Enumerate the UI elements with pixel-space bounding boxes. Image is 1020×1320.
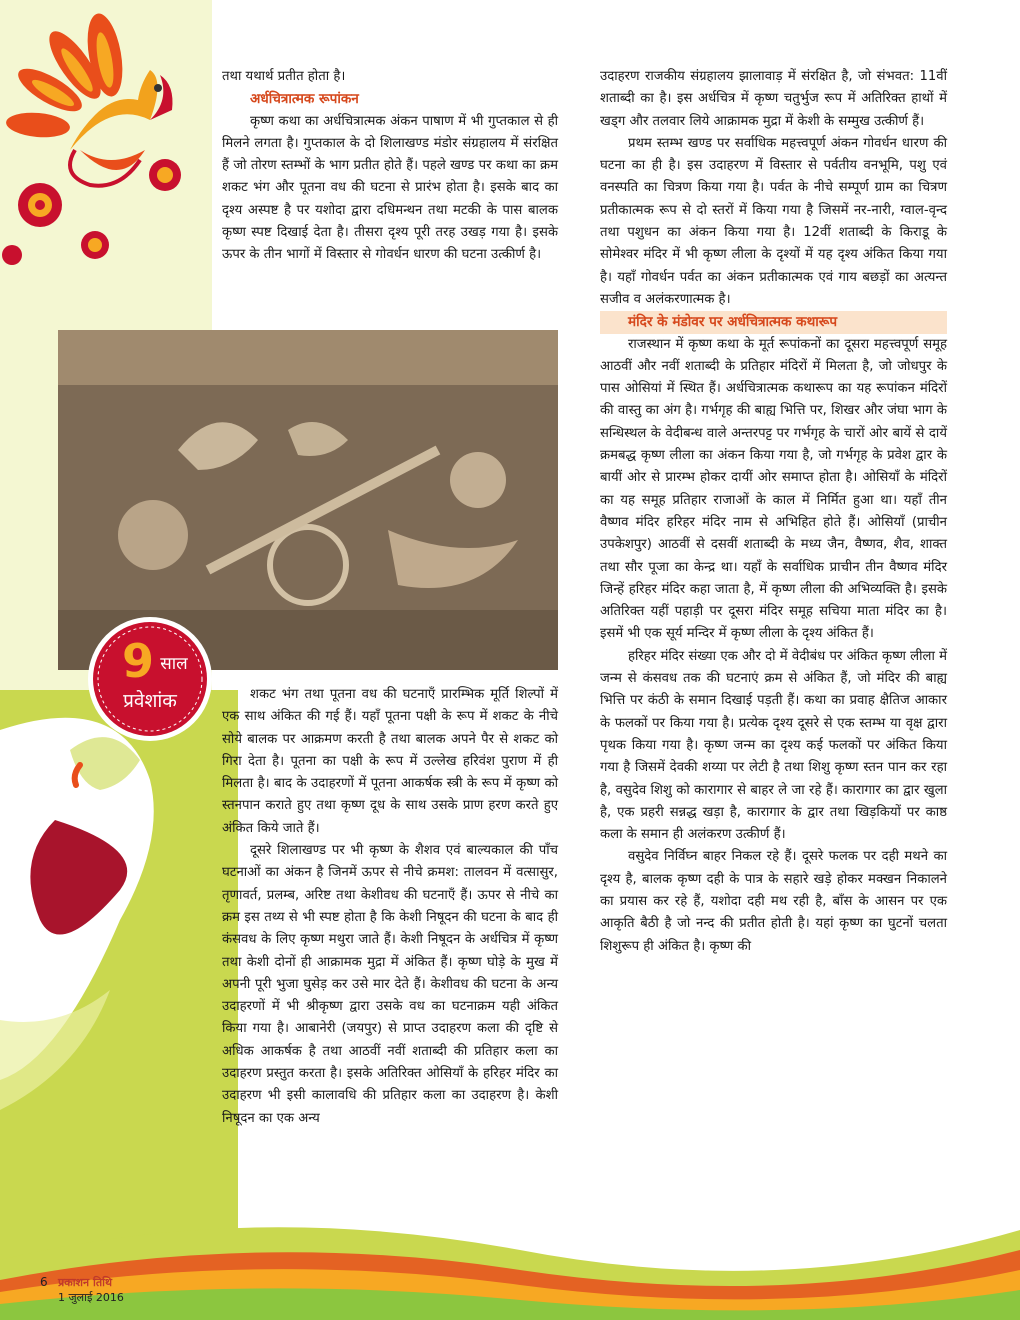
paragraph: प्रथम स्तम्भ खण्ड पर सर्वाधिक महत्त्वपूर्ण अंकन गोवर्धन धारण की घटना का ही है। इस उदाहरण में विस्तार से पर्वतीय वनभूमि, पशु एवं वनस्पति का चित्रण किया गया है। पर्वत के नीचे सम्पूर्ण ग्राम का चित्रण प्रतीकात्मक रूप से दो स्तरों में किया गया है जिसमें नर-नारी, ग्वाल-वृन्द तथा पशुधन का अंकन किया गया है। 12वीं शताब्दी के किराडू के सोमेश्वर मंदिर में भी कृष्ण लीला के दृश्यों में यह दृश्य अंकित किया गया है। यहाँ गोवर्धन पर्वत का अंकन प्रतीकात्मक एवं गाय बछड़ों का अत्यन्त सजीव व अलंकरणात्मक है। <box>600 135 947 307</box>
paragraph: हरिहर मंदिर संख्या एक और दो में वेदीबंध पर अंकित कृष्ण लीला में जन्म से कंसवध तक की घटनाएं क्रम से अंकित हैं, जो मंदिर की बाह्य भित्ति पर कंठी के समान दिखाई पड़ती हैं। कथा का प्रवाह क्षैतिज आकार के फलकों पर किया गया है। प्रत्येक दृश्य दूसरे से एक स्तम्भ या वृक्ष द्वारा पृथक किया गया है। कृष्ण जन्म का दृश्य कई फलकों पर अंकित किया गया है जिसमें देवकी शय्या पर लेटी है तथा शिशु कृष्ण स्तन पान कर रहा है, वसुदेव शिशु को कारागार से बाहर ले जा रहे हैं। कारागार का द्वार खुला है, एक प्रहरी सन्नद्ध खड़ा है, कारागार के द्वार तथा खिड़कियों पर काष्ठ कला के समान ही अलंकरण उत्कीर्ण हैं। <box>600 648 947 843</box>
page-number: 6 <box>40 1275 48 1289</box>
left-text-column-top <box>222 66 558 267</box>
paragraph: दूसरे शिलाखण्ड पर भी कृष्ण के शैशव एवं बाल्यकाल की पाँच घटनाओं का अंकन है जिनमें ऊपर से नीचे क्रमश: तालवन में वत्सासुर, तृणावर्त, प्रलम्ब, अरिष्ट तथा केशीवध की घटनाएँ हैं। ऊपर से नीचे का क्रम इस तथ्य से भी स्पष्ट होता है कि केशी निषूदन की घटना के बाद ही कंसवध के लिए कृष्ण मथुरा जाते हैं। केशी निषूदन के अर्धचित्र में कृष्ण तथा केशी दोनों ही आक्रामक मुद्रा में अंकित हैं। कृष्ण घोड़े के मुख में अपनी पूरी भुजा घुसेड़ कर उसे मार देते हैं। केशीवध की घटना के अन्य उदाहरणों में भी श्रीकृष्ण द्वारा उसके वध का घटनाक्रम यही अंकित किया गया है। आबानेरी (जयपुर) से प्राप्त उदाहरण कला की दृष्टि से अधिक आकर्षक है तथा आठवीं नवीं शताब्दी की प्रतिहार कला का उदाहरण प्रस्तुत करता है। इसके अतिरिक्त ओसियाँ के हरिहर मंदिर का उदाहरण भी इसी कालावधि की प्रतिहार कला का उदाहरण है। केशी निषूदन का एक अन्य <box>222 843 558 1126</box>
left-text-column-bottom <box>222 684 558 1130</box>
footer-date: 1 जुलाई 2016 <box>58 1291 124 1304</box>
footer-wave-decoration <box>0 1180 1020 1320</box>
footer-title: प्रकाशन तिथि <box>58 1276 112 1289</box>
paragraph: वसुदेव निर्विघ्न बाहर निकल रहे हैं। दूसरे फलक पर दही मथने का दृश्य है, बालक कृष्ण दही के पात्र के सहारे खड़े होकर मक्खन निकालने का प्रयास कर रहे हैं, यशोदा दही मथ रही है, बाँस के आसन पर एक आकृति बैठी है जो नन्द की प्रतीत होती है। यहां कृष्ण का घुटनों चलता शिशुरूप ही अंकित है। कृष्ण की <box>600 849 947 954</box>
paragraph: शकट भंग तथा पूतना वध की घटनाएँ प्रारम्भिक मूर्ति शिल्पों में एक साथ अंकित की गई हैं। यहाँ पूतना पक्षी के रूप में शकट के नीचे सोये बालक पर आक्रमण करती है तथा बालक अपने पैर से शकट को गिरा देता है। पूतना का पक्षी के रूप में उल्लेख हरिवंश पुराण में ही मिलता है। बाद के उदाहरणों में पूतना आकर्षक स्त्री के रूप में कृष्ण को स्तनपान कराते हुए तथा कृष्ण दूध के साथ उसके प्राण हरण करते हुए अंकित किये जाते हैं। <box>222 687 558 836</box>
anniversary-badge <box>86 615 214 743</box>
stylized-bird-icon <box>0 690 238 1180</box>
paragraph: उदाहरण राजकीय संग्रहालय झालावाड़ में संरक्षित है, जो संभवत: 11वीं शताब्दी का है। इस अर्धचित्र में कृष्ण चतुर्भुज रूप में अतिरिक्त हाथों में खड्ग और तलवार लिये आक्रामक मुद्रा में केशी के सम्मुख उत्कीर्ण हैं। <box>600 69 947 129</box>
badge-number: 9 <box>121 634 155 688</box>
paragraph: राजस्थान में कृष्ण कथा के मूर्त रूपांकनों का दूसरा महत्त्वपूर्ण समूह आठवीं और नवीं शताब्दी के प्रतिहार मंदिरों में मिलता है, जो जोधपुर के पास ओसियां में स्थित हैं। अर्धचित्रात्मक कथारूप का यह रूपांकन मंदिरों की वास्तु का अंग है। गर्भगृह की बाह्य भित्ति पर, शिखर और जंघा भाग के सन्धिस्थल के वेदीबन्ध वाले अन्तरपट्ट पर गर्भगृह के चारों ओर बायें से दायें क्रमबद्ध कृष्ण लीला का अंकन किया गया है, जो गर्भगृह के प्रवेश द्वार के बायीं ओर से प्रारम्भ होकर दायीं ओर समाप्त होता है। ओसियाँ के मंदिरों का यह समूह प्रतिहार राजाओं के काल में निर्मित हुआ था। यहाँ तीन वैष्णव मंदिर हरिहर मंदिर नाम से अभिहित होते हैं। ओसियाँ (प्राचीन उपकेशपुर) आठवीं से दसवीं शताब्दी के मध्य जैन, वैष्णव, शैव, शाक्त तथा सौर पूजा का केन्द्र था। यहाँ के सर्वाधिक प्राचीन तीन वैष्णव मंदिर जिन्हें हरिहर मंदिर कहा जाता है, में कृष्ण लीला की अभिव्यक्ति है। इसके अतिरिक्त यहीं पहाड़ी पर दूसरा मंदिर समूह सचिया माता मंदिर का है। इसमें भी एक सूर्य मन्दिर में कृष्ण लीला के दृश्य अंकित हैं। <box>600 336 947 642</box>
badge-word: साल <box>160 654 188 674</box>
paragraph: कृष्ण कथा का अर्धचित्रात्मक अंकन पाषाण में भी गुप्तकाल से ही मिलने लगता है। गुप्तकाल के दो शिलाखण्ड मंडोर संग्रहालय में संरक्षित हैं जो तोरण स्तम्भों के भाग प्रतीत होते हैं। पहले खण्ड पर कथा का क्रम शकट भंग और पूतना वध की घटना से प्रारंभ होता है। इसके बाद का दृश्य अस्पष्ट है पर यशोदा द्वारा दधिमन्थन तथा मटकी के पास बालक कृष्ण स्पष्ट दिखाई देता है। तीसरा दृश्य पूरी तरह उखड़ गया है। इसके ऊपर के तीन भागों में विस्तार से गोवर्धन धारण की घटना उत्कीर्ण है। <box>222 113 558 263</box>
section-heading-mandovar: मंदिर के मंडोवर पर अर्धचित्रात्मक कथारूप <box>600 311 947 333</box>
section-heading-ardhachitratmak: अर्धचित्रात्मक रूपांकन <box>250 91 359 108</box>
peacock-ornament-icon <box>0 0 212 300</box>
right-text-column <box>600 66 947 958</box>
paragraph-lead: तथा यथार्थ प्रतीत होता है। <box>222 69 346 84</box>
badge-label: प्रवेशांक <box>123 690 177 712</box>
